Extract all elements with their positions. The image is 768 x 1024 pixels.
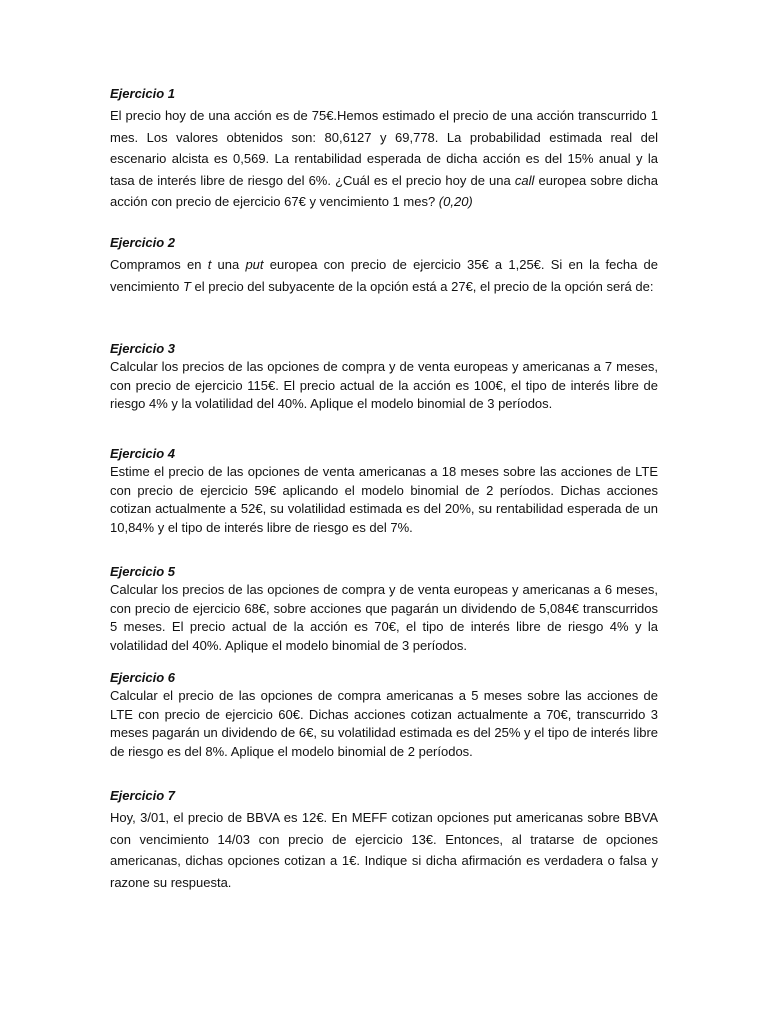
exercise-5-title: Ejercicio 5 (110, 564, 176, 579)
exercise-5 (110, 564, 658, 655)
exercise-6-text: Calcular el precio de las opciones de compra americanas a 5 meses sobre las acciones de LTE con precio de ejercicio 60€. Dichas acciones cotizan actualmente a 70€, transcurrido 3 meses pagarán un dividendo de 6€, su volatilidad estimada es del 25% y el tipo de interés libre de riesgo es del 8%. Aplique el modelo binomial de 2 períodos. (110, 688, 658, 759)
exercise-7-text: Hoy, 3/01, el precio de BBVA es 12€. En MEFF cotizan opciones put americanas sobre BBVA con vencimiento 14/03 con precio de ejercicio 13€. Entonces, al tratarse de opciones americanas, dichas opciones cotizan a 1€. Indique si dicha afirmación es verdadera o falsa y razone su respuesta. (110, 810, 658, 890)
exercise-3 (110, 341, 658, 414)
exercise-2 (110, 235, 658, 297)
exercise-7 (110, 788, 658, 893)
exercise-3-title: Ejercicio 3 (110, 341, 176, 356)
exercise-5-text: Calcular los precios de las opciones de compra y de venta europeas y americanas a 6 meses, con precio de ejercicio 68€, sobre acciones que pagarán un dividendo de 5,084€ transcurridos 5 meses. El precio actual de la acción es 70€, el tipo de interés libre de riesgo 4% y la volatilidad del 40%. Aplique el modelo binomial de 3 períodos. (110, 582, 658, 653)
exercise-1 (110, 86, 658, 213)
exercise-2-text: Compramos en t una put europea con precio de ejercicio 35€ a 1,25€. Si en la fecha de vencimiento T el precio del subyacente de la opción está a 27€, el precio de la opción será de: (110, 257, 658, 294)
exercise-6 (110, 670, 658, 761)
exercise-1-text: El precio hoy de una acción es de 75€.Hemos estimado el precio de una acción transcurrido 1 mes. Los valores obtenidos son: 80,6127 y 69,778. La probabilidad estimada real del escenario alcista es 0,569. La rentabilidad esperada de dicha acción es del 15% anual y la tasa de interés libre de riesgo del 6%. ¿Cuál es el precio hoy de una call europea sobre dicha acción con precio de ejercicio 67€ y vencimiento 1 mes? (0,20) (110, 108, 658, 209)
exercise-6-title: Ejercicio 6 (110, 670, 176, 685)
exercise-4-title: Ejercicio 4 (110, 446, 176, 461)
exercise-4 (110, 446, 658, 537)
exercise-2-title: Ejercicio 2 (110, 235, 176, 250)
exercise-3-text: Calcular los precios de las opciones de compra y de venta europeas y americanas a 7 meses, con precio de ejercicio 115€. El precio actual de la acción es 100€, el tipo de interés libre de riesgo 4% y la volatilidad del 40%. Aplique el modelo binomial de 3 períodos. (110, 359, 658, 411)
document-page (110, 0, 658, 1024)
exercise-7-title: Ejercicio 7 (110, 788, 176, 803)
exercise-4-text: Estime el precio de las opciones de venta americanas a 18 meses sobre las acciones de LTE con precio de ejercicio 59€ aplicando el modelo binomial de 2 períodos. Dichas acciones cotizan actualmente a 52€, su volatilidad estimada es del 20%, su rentabilidad esperada de un 10,84% y el tipo de interés libre de riesgo es del 7%. (110, 464, 658, 535)
exercise-1-title: Ejercicio 1 (110, 86, 176, 101)
